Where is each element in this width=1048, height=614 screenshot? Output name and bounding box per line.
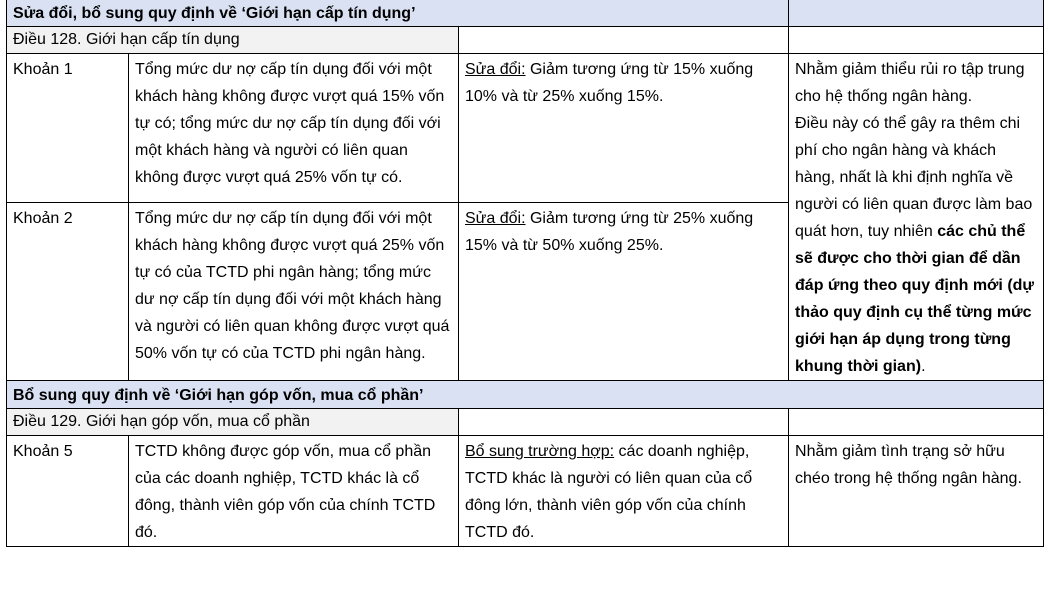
amendment-cell (459, 436, 789, 547)
amendment-cell (459, 202, 789, 380)
clause-content: Tổng mức dư nợ cấp tín dụng đối với một khách hàng không được vượt quá 15% vốn tự có; tổng mức dư nợ cấp tín dụng đối với một khách hàng và người có liên quan không được vượt quá 25% vốn tự có. (129, 54, 459, 203)
clause-label: Khoản 2 (7, 202, 129, 380)
note-cell (789, 54, 1044, 381)
section-header-row (7, 0, 1044, 27)
empty-cell (789, 27, 1044, 54)
clause-label: Khoản 1 (7, 54, 129, 203)
table-row (7, 436, 1044, 547)
section-title: Sửa đổi, bổ sung quy định về ‘Giới hạn cấp tín dụng’ (7, 0, 789, 27)
article-row (7, 409, 1044, 436)
empty-cell (459, 409, 789, 436)
article-title: Điều 128. Giới hạn cấp tín dụng (7, 27, 459, 54)
amendment-text: Giảm tương ứng từ 25% xuống 15% và từ 50% xuống 25%. (465, 209, 754, 254)
section-header-empty-cell (789, 0, 1044, 27)
empty-cell (789, 409, 1044, 436)
section-header-row (7, 381, 1044, 409)
clause-content: TCTD không được góp vốn, mua cổ phần của các doanh nghiệp, TCTD khác là cổ đông, thành viên góp vốn của chính TCTD đó. (129, 436, 459, 547)
empty-cell (459, 27, 789, 54)
note-cell: Nhằm giảm tình trạng sở hữu chéo trong hệ thống ngân hàng. (789, 436, 1044, 547)
article-row (7, 27, 1044, 54)
article-title: Điều 129. Giới hạn góp vốn, mua cổ phần (7, 409, 459, 436)
amendment-label: Sửa đổi: (465, 209, 526, 227)
table-row (7, 54, 1044, 203)
note-paragraph (795, 110, 1037, 380)
amendment-label: Bổ sung trường hợp: (465, 443, 615, 460)
note-bold-text: các chủ thể sẽ được cho thời gian để dần đáp ứng theo quy định mới (dự thảo quy định cụ thể từng mức giới hạn áp dụng trong từng khung thời gian) (795, 223, 1034, 375)
note-text-end: . (921, 358, 926, 375)
amendment-text: các doanh nghiệp, TCTD khác là người có liên quan của cổ đông lớn, thành viên góp vốn của chính TCTD đó. (465, 443, 753, 541)
note-paragraph: Nhằm giảm thiểu rủi ro tập trung cho hệ thống ngân hàng. (795, 61, 1025, 105)
amendment-text: Giảm tương ứng từ 15% xuống 10% và từ 25% xuống 15%. (465, 61, 754, 105)
section-title: Bổ sung quy định về ‘Giới hạn góp vốn, mua cổ phần’ (7, 381, 1044, 409)
note-text: Điều này có thể gây ra thêm chi phí cho ngân hàng và khách hàng, nhất là khi định nghĩa về người có liên quan được làm bao quát hơn, tuy nhiên (795, 115, 1033, 240)
regulation-table (6, 0, 1044, 547)
amendment-cell (459, 54, 789, 203)
clause-label: Khoản 5 (7, 436, 129, 547)
clause-content: Tổng mức dư nợ cấp tín dụng đối với một khách hàng không được vượt quá 25% vốn tự có của TCTD phi ngân hàng; tổng mức dư nợ cấp tín dụng đối với một khách hàng và người có liên quan không được vượt quá 50% vốn tự có của TCTD phi ngân hàng. (129, 202, 459, 380)
amendment-label: Sửa đổi: (465, 61, 526, 78)
